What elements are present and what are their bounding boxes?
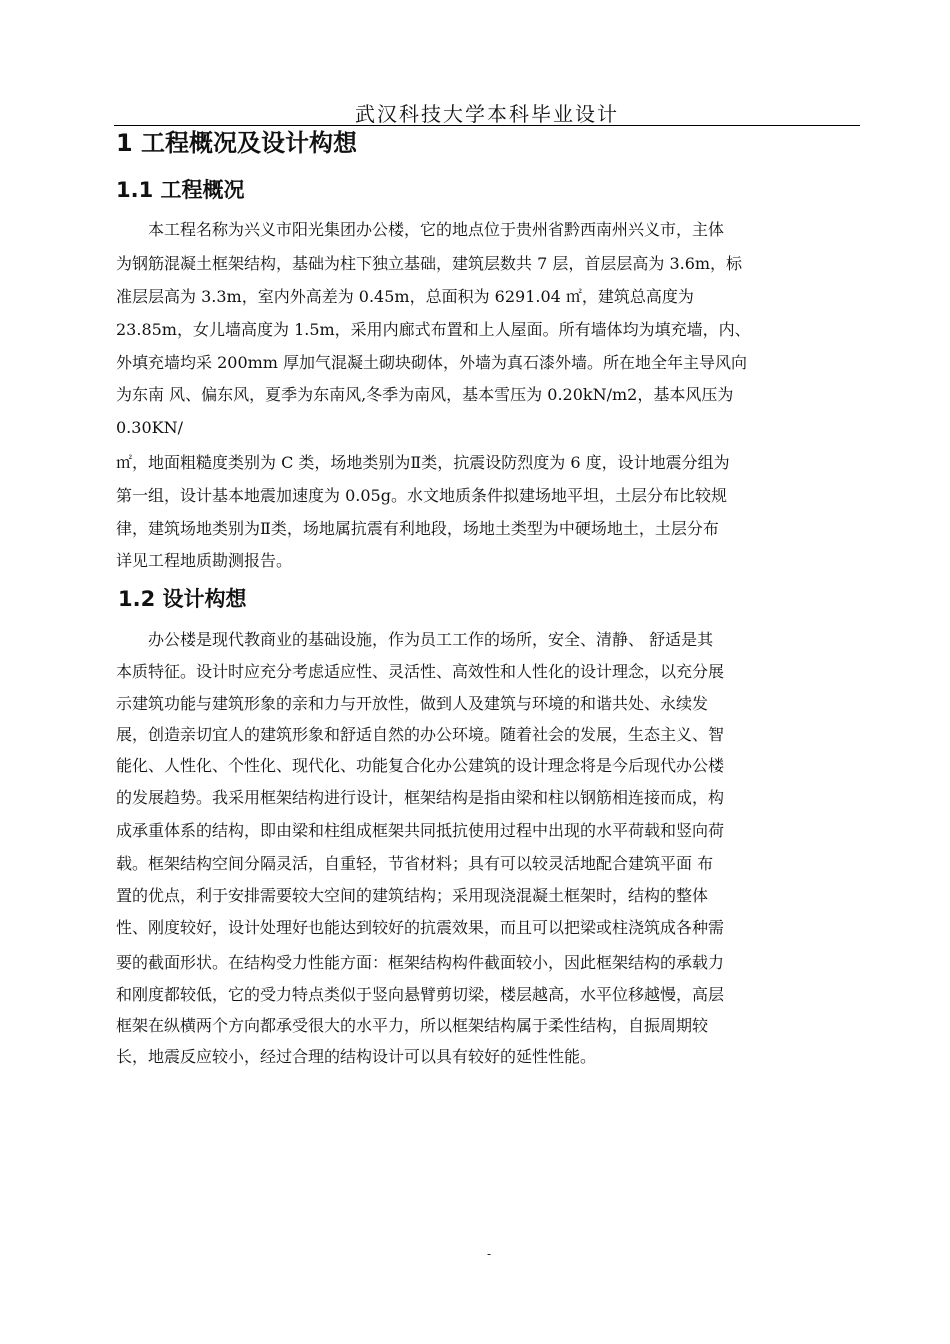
page-footer-mark: - [487,1247,492,1261]
paragraph-line: 23.85m，女儿墙高度为 1.5m，采用内廊式布置和上人屋面。所有墙体均为填充墙，内、 [116,320,751,339]
paragraph-line: 置的优点，利于安排需要较大空间的建筑结构；采用现浇混凝土框架时，结构的整体 [116,886,709,905]
header-rule [114,125,860,126]
paragraph-line: 第一组，设计基本地震加速度为 0.05g。水文地质条件拟建场地平坦，土层分布比较规 [116,486,727,505]
paragraph-line: 能化、人性化、个性化、现代化、功能复合化办公建筑的设计理念将是今后现代办公楼 [116,756,725,775]
paragraph-line: 外填充墙均采 200mm 厚加气混凝土砌块砌体，外墙为真石漆外墙。所在地全年主导风向 [116,353,748,372]
paragraph-line: 办公楼是现代教商业的基础设施，作为员工工作的场所，安全、清静、 舒适是其 [116,630,714,649]
paragraph-line: 0.30KN/ [116,418,183,437]
paragraph-line: 律，建筑场地类别为Ⅱ类，场地属抗震有利地段，场地土类型为中硬场地土，土层分布 [116,519,719,538]
paragraph-line: 本质特征。设计时应充分考虑适应性、灵活性、高效性和人性化的设计理念，以充分展 [116,662,725,681]
paragraph-line: 长，地震反应较小，经过合理的结构设计可以具有较好的延性性能。 [116,1047,597,1066]
paragraph-line: ㎡，地面粗糙度类别为 C 类，场地类别为Ⅱ类，抗震设防烈度为 6 度，设计地震分组为 [116,453,730,472]
paragraph-line: 详见工程地质勘测报告。 [116,551,293,570]
section-1-1-title: 1.1 工程概况 [116,178,245,202]
paragraph-line: 为钢筋混凝土框架结构，基础为柱下独立基础，建筑层数共 7 层，首层层高为 3.6m，标 [116,254,743,273]
paragraph-line: 成承重体系的结构，即由梁和柱组成框架共同抵抗使用过程中出现的水平荷载和竖向荷 [116,821,725,840]
paragraph-line: 要的截面形状。在结构受力性能方面：框架结构构件截面较小，因此框架结构的承载力 [116,953,725,972]
section-1-2-title: 1.2 设计构想 [118,587,247,611]
paragraph-line: 准层层高为 3.3m，室内外高差为 0.45m，总面积为 6291.04 ㎡，建筑总高度为 [116,287,694,306]
paragraph-line: 展，创造亲切宜人的建筑形象和舒适自然的办公环境。随着社会的发展，生态主义、智 [116,725,725,744]
paragraph-line: 为东南 风、偏东风，夏季为东南风,冬季为南风，基本雪压为 0.20kN/m2，基本风压为 [116,385,734,404]
paragraph-line: 性、刚度较好，设计处理好也能达到较好的抗震效果，而且可以把梁或柱浇筑成各种需 [116,918,725,937]
chapter-title: 1 工程概况及设计构想 [116,129,358,157]
paragraph-line: 载。框架结构空间分隔灵活，自重轻，节省材料；具有可以较灵活地配合建筑平面 布 [116,854,714,873]
paragraph-line: 示建筑功能与建筑形象的亲和力与开放性，做到人及建筑与环境的和谐共处、永续发 [116,694,709,713]
page-header [114,98,860,125]
paragraph-line: 的发展趋势。我采用框架结构进行设计，框架结构是指由梁和柱以钢筋相连接而成，构 [116,788,725,807]
paragraph-line: 框架在纵横两个方向都承受很大的水平力，所以框架结构属于柔性结构，自振周期较 [116,1016,709,1035]
page-header-text: 武汉科技大学本科毕业设计 [355,102,619,125]
paragraph-line: 本工程名称为兴义市阳光集团办公楼，它的地点位于贵州省黔西南州兴义市，主体 [116,220,725,239]
paragraph-line: 和刚度都较低，它的受力特点类似于竖向悬臂剪切梁，楼层越高，水平位移越慢，高层 [116,985,725,1004]
